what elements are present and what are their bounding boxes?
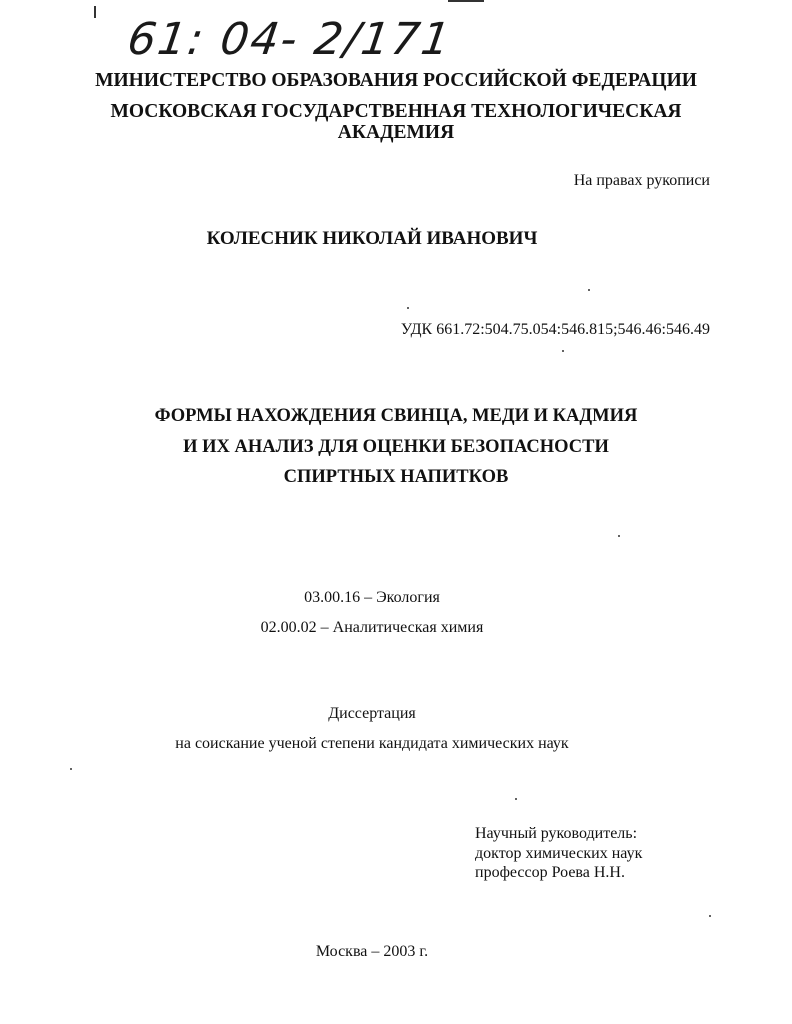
specialty-analytical-chemistry: 02.00.02 – Аналитическая химия — [260, 619, 484, 636]
scan-speck — [70, 768, 72, 770]
scan-speck — [515, 798, 517, 800]
supervisor-degree: доктор химических наук — [475, 845, 643, 862]
scan-speck — [562, 350, 564, 352]
ministry-heading: МИНИСТЕРСТВО ОБРАЗОВАНИЯ РОССИЙСКОЙ ФЕДЕРАЦИИ — [95, 70, 697, 91]
thesis-title-line2: И ИХ АНАЛИЗ ДЛЯ ОЦЕНКИ БЕЗОПАСНОСТИ — [183, 437, 609, 457]
specialty-ecology: 03.00.16 – Экология — [304, 589, 440, 606]
degree-description: на соискание ученой степени кандидата химических наук — [175, 735, 569, 752]
supervisor-name: профессор Роева Н.Н. — [475, 864, 625, 881]
scan-speck — [94, 6, 96, 18]
scan-speck — [407, 307, 409, 309]
dissertation-label: Диссертация — [328, 705, 416, 722]
thesis-title-line3: СПИРТНЫХ НАПИТКОВ — [283, 467, 509, 487]
thesis-title-line1: ФОРМЫ НАХОЖДЕНИЯ СВИНЦА, МЕДИ И КАДМИЯ — [154, 406, 638, 426]
scan-speck — [709, 915, 711, 917]
scan-speck — [588, 289, 590, 291]
scan-speck — [618, 535, 620, 537]
academy-heading-line2: АКАДЕМИЯ — [337, 122, 455, 143]
handwritten-archive-number: 61: 04- 2/171 — [124, 14, 456, 65]
supervisor-label: Научный руководитель: — [475, 825, 638, 842]
author-name: КОЛЕСНИК НИКОЛАЙ ИВАНОВИЧ — [206, 228, 538, 249]
city-year: Москва – 2003 г. — [315, 943, 429, 960]
academy-heading-line1: МОСКОВСКАЯ ГОСУДАРСТВЕННАЯ ТЕХНОЛОГИЧЕСКАЯ — [110, 101, 682, 122]
udk-code: УДК 661.72:504.75.054:546.815;546.46:546.49 — [400, 321, 710, 338]
manuscript-rights-note: На правах рукописи — [573, 172, 710, 189]
scan-speck — [448, 0, 484, 2]
